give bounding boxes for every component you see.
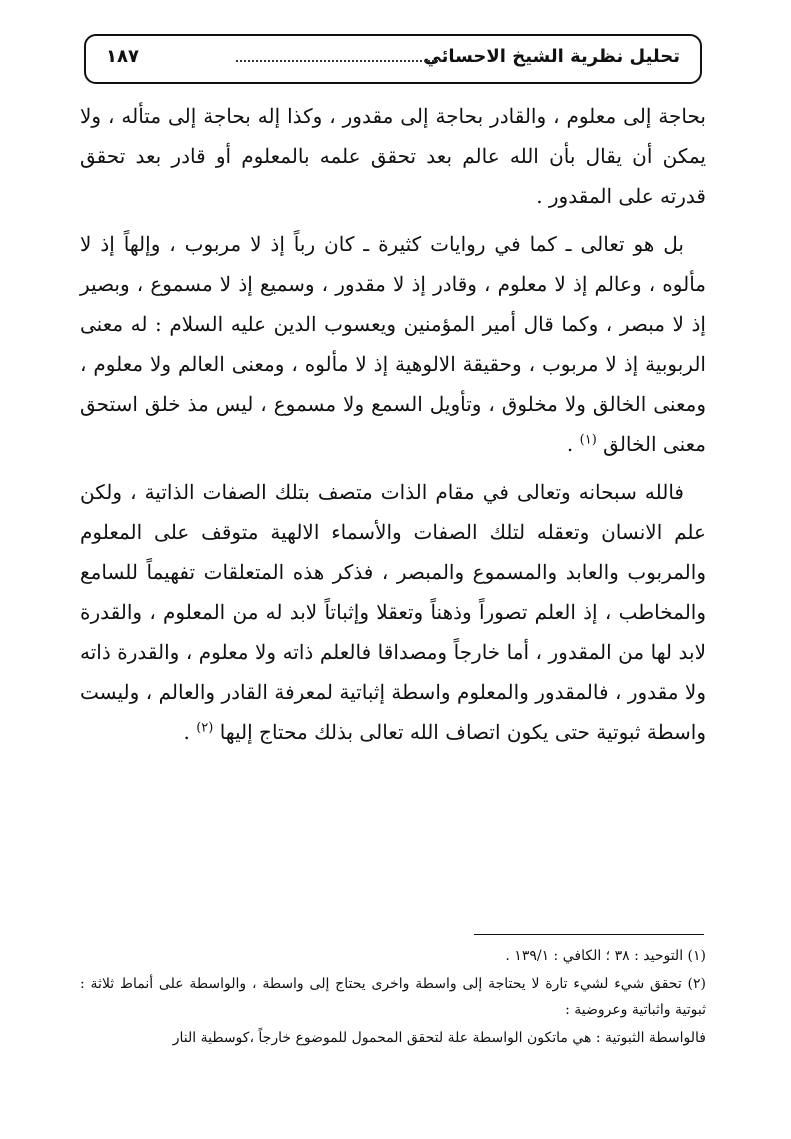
footnote: (١) التوحيد : ٣٨ ؛ الكافي : ١٣٩/١ .: [505, 948, 706, 964]
paragraph-text: فالله سبحانه وتعالى في مقام الذات متصف بتلك الصفات الذاتية ، ولكن علم الانسان وتعقله لتلك الصفات والأسماء الالهية متوقف على المعلوم والمربوب والعابد والمسموع والمبصر ، فذكر هذه المتعلقات تفهيماً للسامع والمخاطب ، إذ العلم تصوراً وذهناً وتعقلا وإثباتاً لابد له من المعلوم ، والقدرة لابد لها من المقدور ، أما خارجاً ومصداقا فالعلم ذاته ولا معلوم ، والقدرة ذاته ولا مقدور ، فالمقدور والمعلوم واسطة إثباتية لمعرفة القادر والعالم ، وليست واسطة ثبوتية حتى يكون اتصاف الله تعالى بذلك محتاج إليها: [80, 480, 706, 744]
header-dot-leader: [236, 60, 442, 62]
paragraph-end: .: [183, 720, 197, 744]
footnote-reference[interactable]: (١): [579, 432, 597, 448]
paragraph: [80, 96, 706, 216]
footnote: (٢) تحقق شيء لشيء تارة لا يحتاجة إلى واسطة واخرى يحتاج إلى واسطة ، والواسطة على أنماط ثلاثة : ثبوتية واثباتية وعروضية :: [80, 976, 706, 1018]
paragraph: [80, 224, 706, 464]
running-header-title: تحليل نظرية الشيخ الاحسائي: [423, 46, 680, 67]
page-number: ١٨٧: [106, 46, 139, 67]
paragraph-end: .: [566, 432, 580, 456]
running-header: [84, 34, 702, 84]
paragraph: [80, 472, 706, 752]
footnote-separator: [474, 934, 704, 935]
footnote-reference[interactable]: (٢): [196, 720, 214, 736]
footnotes: [80, 943, 706, 1053]
footnote: فالواسطة الثبوتية : هي ماتكون الواسطة علة لتحقق المحمول للموضوع خارجاً ،كوسطية النار: [172, 1030, 706, 1046]
paragraph-text: بل هو تعالى ـ كما في روايات كثيرة ـ كان رباً إذ لا مربوب ، وإلهاً إذ لا مألوه ، وعالم إذ لا معلوم ، وقادر إذ لا مقدور ، وسميع إذ لا مسموع ، وبصير إذ لا مبصر ، وكما قال أمير المؤمنين ويعسوب الدين عليه السلام : له معنى الربوبية إذ لا مربوب ، وحقيقة الالوهية إذ لا مألوه ، ومعنى العالم ولا معلوم ، ومعنى الخالق ولا مخلوق ، وتأويل السمع ولا مسموع ، ليس مذ خلق استحق معنى الخالق: [80, 232, 706, 456]
main-text: [80, 96, 706, 760]
paragraph-text: بحاجة إلى معلوم ، والقادر بحاجة إلى مقدور ، وكذا إله بحاجة إلى متأله ، ولا يمكن أن يقال بأن الله عالم بعد تحقق علمه بالمعلوم أو قادر بعد تحقق قدرته على المقدور .: [80, 104, 706, 208]
